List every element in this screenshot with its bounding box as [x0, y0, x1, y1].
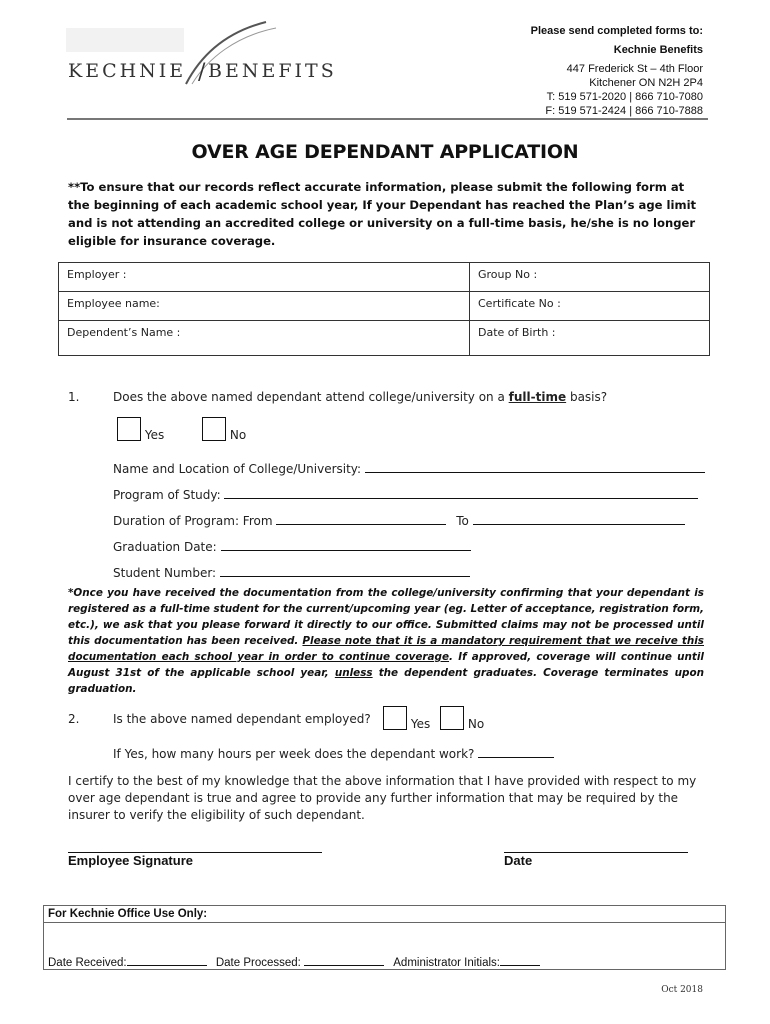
documentation-note: *Once you have received the documentation from the college/university confirming that your dependant is registered as a full-time student for the current/upcoming year (eg. Letter of acceptance, registration form, etc.), we ask that you please forward it directly to our office. Submitted claims may not be processed until this documentation has been received. Please note that it is a mandatory requirement that we receive this documentation each school year in order to continue coverage. If approved, coverage will continue until August 31st of the applicable school year, unless the dependent graduates. Coverage terminates upon graduation.: [68, 587, 704, 695]
q2-no-label: No: [467, 717, 485, 731]
logo-word-benefits: BENEFITS: [208, 60, 337, 82]
school-input[interactable]: [365, 460, 705, 473]
date-of-birth-field[interactable]: Date of Birth :: [470, 321, 710, 356]
date-processed-label: Date Processed:: [215, 957, 301, 969]
office-use-header: For Kechnie Office Use Only:: [44, 906, 725, 923]
employee-signature-label: Employee Signature: [68, 853, 193, 868]
intro-text: **To ensure that our records reflect accurate information, please submit the following form at the beginning of each academic school year, If your Dependant has reached the Plan’s age limit and is not attending an accredited college or university on a full-time basis, he/she is no longer eligible for insurance coverage.: [68, 180, 697, 248]
hours-label: If Yes, how many hours per week does the dependant work?: [113, 747, 475, 761]
school-row: [113, 460, 705, 476]
duration-to-label: To: [456, 514, 469, 528]
group-no-field[interactable]: Group No :: [470, 263, 710, 292]
send-to-company: Kechnie Benefits: [613, 44, 703, 56]
q1-no-checkbox[interactable]: [202, 417, 226, 441]
certificate-no-field[interactable]: Certificate No :: [470, 292, 710, 321]
duration-row: [113, 512, 685, 528]
header-divider: [67, 118, 708, 120]
send-to-phone: T: 519 571-2020 | 866 710-7080: [546, 91, 703, 103]
duration-to-input[interactable]: [473, 512, 685, 525]
q2-no-checkbox[interactable]: [440, 706, 464, 730]
q1-yes-checkbox[interactable]: [117, 417, 141, 441]
date-signature-label: Date: [504, 853, 533, 868]
program-row: [113, 486, 698, 502]
office-use-box: [43, 905, 726, 970]
office-use-row: [48, 953, 540, 969]
graduation-input[interactable]: [221, 538, 471, 551]
footer-date: Oct 2018: [661, 985, 703, 995]
dependant-info-table: [58, 262, 710, 356]
send-to-fax: F: 519 571-2424 | 866 710-7888: [545, 105, 703, 117]
send-to-heading: Please send completed forms to:: [530, 25, 703, 37]
send-to-address1: 447 Frederick St – 4th Floor: [566, 63, 703, 75]
student-number-label: Student Number:: [113, 566, 217, 580]
admin-initials-input[interactable]: [500, 953, 540, 966]
logo-separator: /: [198, 60, 206, 85]
student-number-input[interactable]: [220, 564, 470, 577]
school-label: Name and Location of College/University:: [113, 462, 362, 476]
send-to-address: [443, 24, 703, 118]
dependent-name-field[interactable]: Dependent’s Name :: [59, 321, 470, 356]
logo-word-kechnie: KECHNIE: [68, 60, 187, 82]
certification-text: I certify to the best of my knowledge that the above information that I have provided with respect to my over age dependant is true and agree to provide any further information that may be required by the insurer to verify the eligibility of such dependant.: [68, 774, 697, 822]
q1-answer-row: [113, 417, 246, 442]
send-to-address2: Kitchener ON N2H 2P4: [589, 77, 703, 89]
q1-number: 1.: [68, 390, 80, 404]
date-received-input[interactable]: [127, 953, 207, 966]
employee-name-field[interactable]: Employee name:: [59, 292, 470, 321]
date-received-label: Date Received:: [48, 957, 127, 969]
graduation-row: [113, 538, 471, 554]
q2-number: 2.: [68, 712, 80, 726]
q2-yes-checkbox[interactable]: [383, 706, 407, 730]
admin-initials-label: Administrator Initials:: [393, 957, 500, 969]
duration-from-label: Duration of Program: From: [113, 514, 273, 528]
q1-full-time-emphasis: full-time: [508, 390, 567, 404]
q1-yes-label: Yes: [144, 428, 165, 442]
date-processed-input[interactable]: [304, 953, 384, 966]
employer-field[interactable]: Employer :: [59, 263, 470, 292]
q2-yes-label: Yes: [410, 717, 431, 731]
page-title: OVER AGE DEPENDANT APPLICATION: [191, 141, 579, 163]
q1-no-label: No: [229, 428, 247, 442]
q1-question: Does the above named dependant attend college/university on a full-time basis?: [113, 390, 608, 404]
student-number-row: [113, 564, 470, 580]
hours-input[interactable]: [478, 745, 554, 758]
program-input[interactable]: [224, 486, 698, 499]
company-logo: [66, 20, 337, 90]
hours-row: [113, 745, 554, 761]
q2-question: Is the above named dependant employed?: [113, 712, 371, 726]
graduation-label: Graduation Date:: [113, 540, 217, 554]
duration-from-input[interactable]: [276, 512, 446, 525]
program-label: Program of Study:: [113, 488, 221, 502]
q2-answer-row: [383, 706, 484, 731]
